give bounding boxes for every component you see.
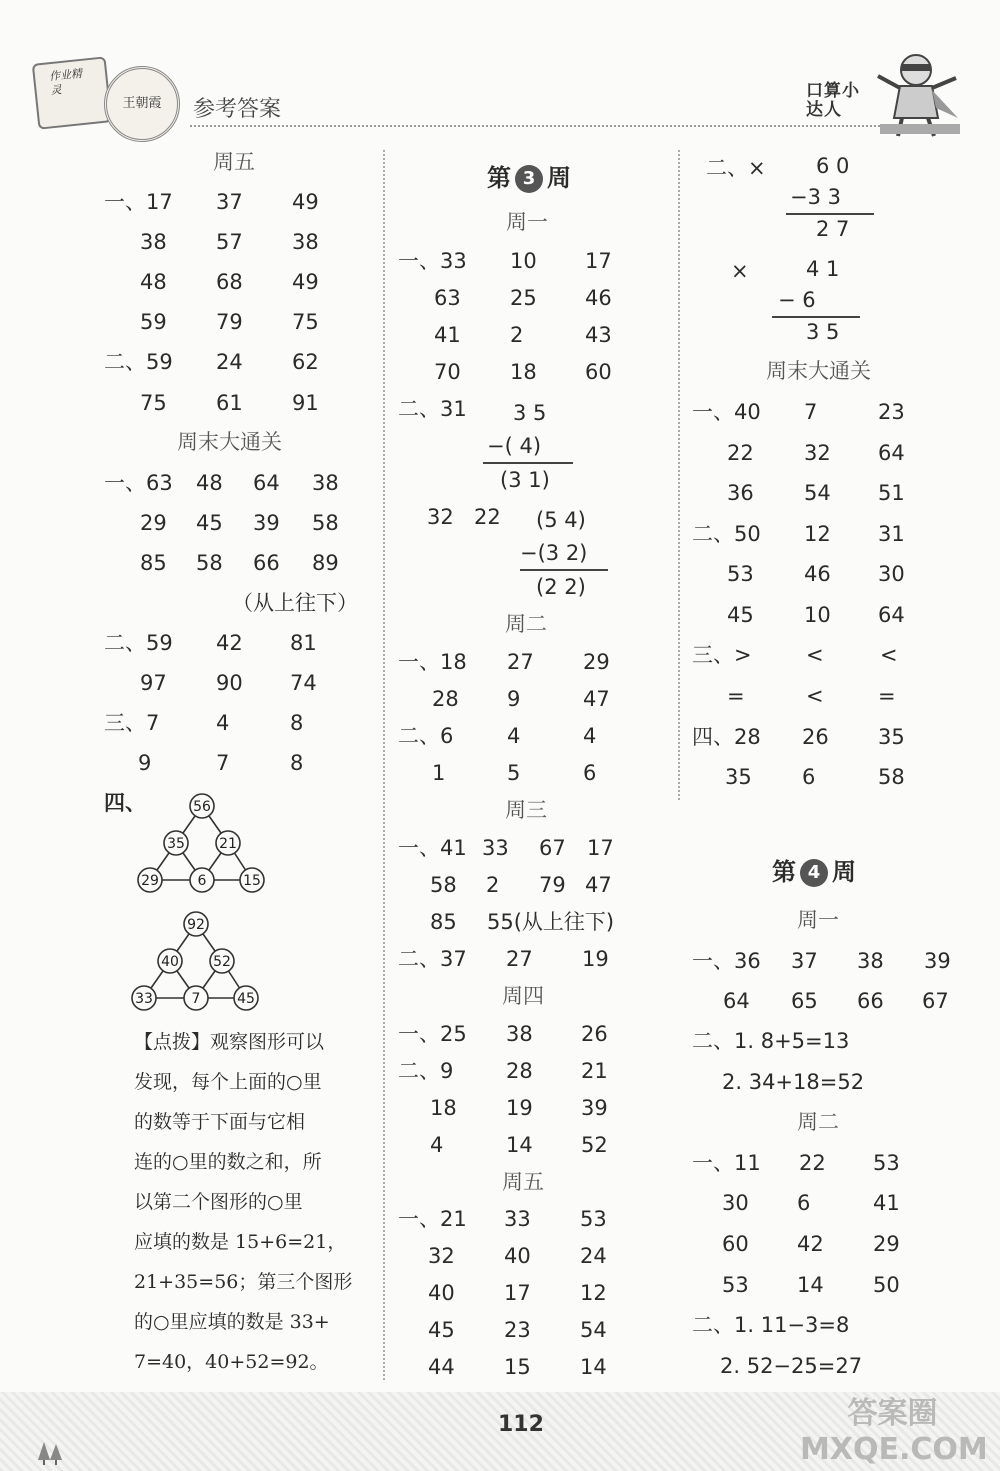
answer: 二、6 xyxy=(398,724,454,748)
answer: 14 xyxy=(797,1273,824,1297)
watermark-logo: 答案圈 MXQE.COM xyxy=(800,1396,988,1467)
triangle-value: 6 xyxy=(197,873,207,889)
answer: 一、63 xyxy=(104,471,173,495)
heading-weekend: 周末大通关 xyxy=(177,430,282,454)
answer: × xyxy=(731,259,749,283)
calc-line xyxy=(520,569,608,571)
answer: 58 xyxy=(196,551,223,575)
vertical-calc-top: 4 1 xyxy=(806,257,840,281)
number-triangle-2 xyxy=(124,908,264,1018)
answer: < xyxy=(806,643,824,667)
vertical-calc-top: (5 4) xyxy=(536,508,586,532)
answer: 7 xyxy=(804,400,818,424)
heading-weekend-2: 周末大通关 xyxy=(766,359,871,383)
week-suffix: 周 xyxy=(547,164,571,192)
answer: 30 xyxy=(722,1191,749,1215)
header-title: 参考答案 xyxy=(193,97,282,122)
answer: 25 xyxy=(510,286,537,310)
answer: 15 xyxy=(504,1355,531,1379)
answer: 75 xyxy=(140,391,167,415)
column-divider-left xyxy=(383,150,385,1380)
answer: 一、36 xyxy=(692,949,761,973)
heading-wednesday: 周三 xyxy=(505,798,547,822)
answer: 6 xyxy=(802,765,816,789)
answer: 39 xyxy=(924,949,951,973)
answer: 48 xyxy=(140,270,167,294)
answer: 85 xyxy=(140,551,167,575)
answer: 68 xyxy=(216,270,243,294)
vertical-calc-mid: −(3 2) xyxy=(520,541,588,565)
answer: 18 xyxy=(430,1096,457,1120)
answer: 8 xyxy=(290,711,304,735)
tip-line: 发现，每个上面的○里 xyxy=(134,1071,322,1093)
answer: 64 xyxy=(878,603,905,627)
week-prefix: 第 xyxy=(487,164,511,192)
answer: 二、× xyxy=(706,156,766,180)
answer: 74 xyxy=(290,671,317,695)
triangle-value: 56 xyxy=(193,799,211,815)
triangle-value: 21 xyxy=(219,836,237,852)
answer: 29 xyxy=(583,650,610,674)
answer: 2. 52−25=27 xyxy=(720,1354,863,1378)
answer: 39 xyxy=(581,1096,608,1120)
answer: 9 xyxy=(138,751,152,775)
answer: < xyxy=(880,643,898,667)
answer: 43 xyxy=(585,323,612,347)
answer: 66 xyxy=(253,551,280,575)
answer: 17 xyxy=(587,836,614,860)
answer: 90 xyxy=(216,671,243,695)
calc-line xyxy=(786,213,874,215)
answer: 91 xyxy=(292,391,319,415)
answer: 24 xyxy=(580,1244,607,1268)
answer: 33 xyxy=(482,836,509,860)
brand-seal xyxy=(104,66,180,142)
heading-thursday: 周四 xyxy=(502,984,544,1008)
answer: 45 xyxy=(428,1318,455,1342)
answer: 6 xyxy=(583,761,597,785)
section-four-label: 四、 xyxy=(104,791,146,815)
tree-icon xyxy=(36,1440,66,1466)
answer: 二、1. 11−3=8 xyxy=(692,1313,850,1337)
answer: 一、11 xyxy=(692,1151,761,1175)
answer: 7 xyxy=(216,751,230,775)
answer: 46 xyxy=(804,562,831,586)
answer: 58 xyxy=(878,765,905,789)
answer: 89 xyxy=(312,551,339,575)
answer: 35 xyxy=(878,725,905,749)
answer: 四、28 xyxy=(692,725,761,749)
answer: 47 xyxy=(585,873,612,897)
answer: 54 xyxy=(580,1318,607,1342)
answer: 22 xyxy=(727,441,754,465)
triangle-value: 45 xyxy=(237,991,255,1007)
answer: 52 xyxy=(581,1133,608,1157)
answer: 53 xyxy=(722,1273,749,1297)
answer: 一、40 xyxy=(692,400,761,424)
answer: 38 xyxy=(140,230,167,254)
answer: 31 xyxy=(878,522,905,546)
heading-friday-2: 周五 xyxy=(502,1170,544,1194)
answer: 1 xyxy=(432,761,446,785)
answer: 二、37 xyxy=(398,947,467,971)
answer: 64 xyxy=(878,441,905,465)
answer: 二、50 xyxy=(692,522,761,546)
answer: 24 xyxy=(216,350,243,374)
answer: 一、33 xyxy=(398,249,467,273)
answer: 10 xyxy=(510,249,537,273)
series-logo: 口算小达人 xyxy=(806,81,860,120)
answer: 35 xyxy=(725,765,752,789)
answer: 38 xyxy=(312,471,339,495)
answer: 23 xyxy=(878,400,905,424)
triangle-value: 35 xyxy=(167,836,185,852)
superhero-mascot-icon xyxy=(872,48,964,140)
answer: 55(从上往下) xyxy=(487,910,615,934)
answer: 4 xyxy=(507,724,521,748)
answer: = xyxy=(878,684,896,708)
answer: 50 xyxy=(873,1273,900,1297)
answer: 2. 34+18=52 xyxy=(722,1070,865,1094)
answer: 21 xyxy=(581,1059,608,1083)
answer: 75 xyxy=(292,310,319,334)
answer: 23 xyxy=(504,1318,531,1342)
answer: 60 xyxy=(585,360,612,384)
answer: 51 xyxy=(878,481,905,505)
answer: 三、7 xyxy=(104,711,160,735)
answer: 44 xyxy=(428,1355,455,1379)
answer: 4 xyxy=(216,711,230,735)
answer: 17 xyxy=(504,1281,531,1305)
answer: 29 xyxy=(873,1232,900,1256)
answer: 37 xyxy=(216,190,243,214)
answer: 60 xyxy=(722,1232,749,1256)
answer: 40 xyxy=(428,1281,455,1305)
answer: 12 xyxy=(804,522,831,546)
answer: = xyxy=(727,684,745,708)
answer: 一、41 xyxy=(398,836,467,860)
publisher-badge-text: 作业精灵 xyxy=(48,66,83,98)
header-divider xyxy=(190,125,960,127)
answer: 三、> xyxy=(692,643,752,667)
answer: 12 xyxy=(580,1281,607,1305)
triangle-value: 52 xyxy=(213,954,231,970)
order-note: （从上往下） xyxy=(232,591,358,615)
answer: 63 xyxy=(434,286,461,310)
answer: 67 xyxy=(922,989,949,1013)
answer: 29 xyxy=(140,511,167,535)
answer: 38 xyxy=(292,230,319,254)
publisher-badge xyxy=(32,56,112,129)
answer: 26 xyxy=(581,1022,608,1046)
vertical-calc-mid: − 6 xyxy=(778,288,816,312)
answer: 28 xyxy=(506,1059,533,1083)
answer: 二、9 xyxy=(398,1059,454,1083)
answer: 58 xyxy=(312,511,339,535)
week-4-heading xyxy=(772,859,856,887)
answer: 36 xyxy=(727,481,754,505)
answer: 37 xyxy=(791,949,818,973)
tip-line: 的数等于下面与它相 xyxy=(134,1111,306,1133)
answer: 32 xyxy=(804,441,831,465)
answer: 45 xyxy=(196,511,223,535)
answer: 42 xyxy=(216,631,243,655)
answer: 47 xyxy=(583,687,610,711)
triangle-value: 33 xyxy=(135,991,153,1007)
answer: 49 xyxy=(292,190,319,214)
answer: 40 xyxy=(504,1244,531,1268)
answer: 49 xyxy=(292,270,319,294)
answer: 一、21 xyxy=(398,1207,467,1231)
answer: 二、1. 8+5=13 xyxy=(692,1029,850,1053)
tip-line: 连的○里的数之和，所 xyxy=(134,1151,322,1173)
vertical-calc-result: 3 5 xyxy=(806,320,840,344)
vertical-calc-top: 6 0 xyxy=(816,154,850,178)
week-suffix: 周 xyxy=(832,858,856,886)
week-number-badge: 3 xyxy=(515,165,543,193)
column-divider-right xyxy=(678,150,680,800)
answer: 54 xyxy=(804,481,831,505)
triangle-value: 92 xyxy=(187,917,205,933)
answer: 19 xyxy=(506,1096,533,1120)
answer: 22 xyxy=(799,1151,826,1175)
answer: 14 xyxy=(506,1133,533,1157)
answer: 二、31 xyxy=(398,397,467,421)
heading-tuesday-2: 周二 xyxy=(797,1110,839,1134)
answer: 57 xyxy=(216,230,243,254)
triangle-value: 40 xyxy=(161,954,179,970)
answer: 39 xyxy=(253,511,280,535)
answer: 22 xyxy=(474,505,501,529)
answer: 42 xyxy=(797,1232,824,1256)
answer: 4 xyxy=(583,724,597,748)
answer: 65 xyxy=(791,989,818,1013)
answer: 二、59 xyxy=(104,631,173,655)
answer: 26 xyxy=(802,725,829,749)
answer: 2 xyxy=(510,323,524,347)
heading-friday: 周五 xyxy=(213,150,255,174)
tip-line: 以第二个图形的○里 xyxy=(134,1191,303,1213)
answer: 70 xyxy=(434,360,461,384)
answer: 45 xyxy=(727,603,754,627)
answer: 85 xyxy=(430,910,457,934)
week-number-badge: 4 xyxy=(800,859,828,887)
answer: 53 xyxy=(873,1151,900,1175)
tip-line: 7=40，40+52=92。 xyxy=(134,1351,329,1373)
calc-line xyxy=(483,462,573,464)
tip-line: 【点拨】观察图形可以 xyxy=(134,1031,325,1053)
answer: 14 xyxy=(580,1355,607,1379)
answer: 64 xyxy=(723,989,750,1013)
answer: 19 xyxy=(582,947,609,971)
answer: 17 xyxy=(585,249,612,273)
answer: 38 xyxy=(857,949,884,973)
answer: 66 xyxy=(857,989,884,1013)
answer: 67 xyxy=(539,836,566,860)
week-prefix: 第 xyxy=(772,858,796,886)
tip-line: 的○里应填的数是 33+ xyxy=(134,1311,330,1333)
answer: 33 xyxy=(504,1207,531,1231)
answer: 46 xyxy=(585,286,612,310)
answer: 4 xyxy=(430,1133,444,1157)
answer: 62 xyxy=(292,350,319,374)
number-triangle-1 xyxy=(130,790,270,900)
answer: 41 xyxy=(434,323,461,347)
answer: 58 xyxy=(430,873,457,897)
answer: 一、18 xyxy=(398,650,467,674)
page-number: 112 xyxy=(498,1412,544,1437)
triangle-value: 29 xyxy=(141,873,159,889)
answer: 2 xyxy=(486,873,500,897)
heading-tuesday: 周二 xyxy=(505,612,547,636)
tip-line: 应填的数是 15+6=21， xyxy=(134,1231,347,1253)
vertical-calc-result: 2 7 xyxy=(816,217,850,241)
heading-monday-2: 周一 xyxy=(797,908,839,932)
answer: 97 xyxy=(140,671,167,695)
vertical-calc-top: 3 5 xyxy=(513,401,547,425)
answer: 61 xyxy=(216,391,243,415)
answer: 53 xyxy=(727,562,754,586)
heading-monday: 周一 xyxy=(506,210,548,234)
answer: 41 xyxy=(873,1191,900,1215)
triangle-value: 15 xyxy=(243,873,261,889)
answer: 5 xyxy=(507,761,521,785)
answer: 二、59 xyxy=(104,350,173,374)
week-3-heading xyxy=(487,165,571,193)
tip-line: 21+35=56；第三个图形 xyxy=(134,1271,353,1293)
answer: 8 xyxy=(290,751,304,775)
answer: 38 xyxy=(506,1022,533,1046)
answer: 79 xyxy=(539,873,566,897)
answer: 9 xyxy=(507,687,521,711)
answer: 32 xyxy=(428,1244,455,1268)
vertical-calc-result: (2 2) xyxy=(536,575,586,599)
answer: 28 xyxy=(432,687,459,711)
vertical-calc-result: (3 1) xyxy=(500,468,550,492)
answer: 一、17 xyxy=(104,190,173,214)
answer: 27 xyxy=(507,650,534,674)
answer: 59 xyxy=(140,310,167,334)
answer: 32 xyxy=(427,505,454,529)
answer: < xyxy=(806,684,824,708)
answer: 64 xyxy=(253,471,280,495)
answer: 18 xyxy=(510,360,537,384)
answer: 53 xyxy=(580,1207,607,1231)
answer: 79 xyxy=(216,310,243,334)
answer: 48 xyxy=(196,471,223,495)
vertical-calc-mid: −3 3 xyxy=(790,185,841,209)
vertical-calc-mid: −( 4) xyxy=(487,434,542,458)
answer: 6 xyxy=(797,1191,811,1215)
triangle-value: 7 xyxy=(191,991,201,1007)
answer: 10 xyxy=(804,603,831,627)
brand-name: 王朝霞 xyxy=(122,96,162,111)
answer: 27 xyxy=(506,947,533,971)
answer: 一、25 xyxy=(398,1022,467,1046)
calc-line xyxy=(772,316,860,318)
answer: 81 xyxy=(290,631,317,655)
answer: 30 xyxy=(878,562,905,586)
